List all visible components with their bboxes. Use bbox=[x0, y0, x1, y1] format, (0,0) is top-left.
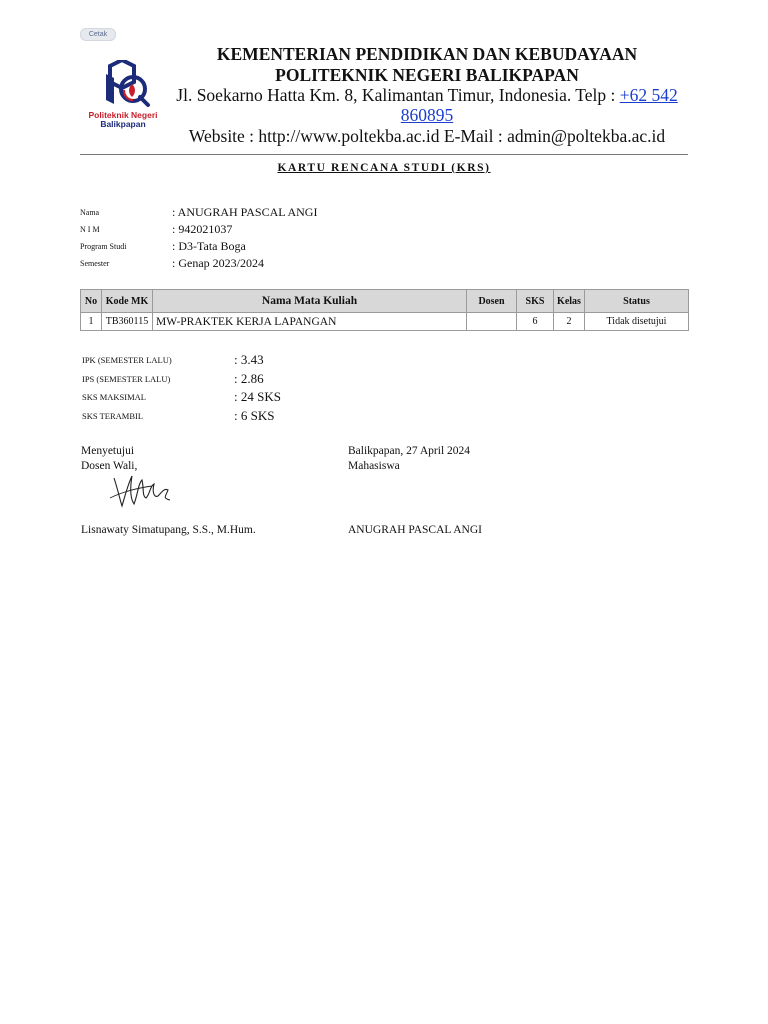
table-header-row bbox=[81, 290, 689, 313]
col-header-course: Nama Mata Kuliah bbox=[153, 290, 467, 313]
summary-label: SKS TERAMBIL bbox=[82, 410, 144, 421]
info-row-semester bbox=[80, 256, 480, 273]
cell-status: Tidak disetujui bbox=[585, 313, 689, 331]
address-text: Jl. Soekarno Hatta Km. 8, Kalimantan Timur, Indonesia. Telp : bbox=[176, 85, 620, 105]
advisor-label: Dosen Wali, bbox=[81, 460, 138, 472]
info-row-nim bbox=[80, 222, 480, 239]
summary-row-ipk bbox=[82, 352, 382, 371]
logo-subtext: Balikpapan bbox=[100, 119, 146, 129]
summary-label: SKS MAKSIMAL bbox=[82, 392, 146, 402]
summary-label: IPK (SEMESTER LALU) bbox=[82, 355, 172, 365]
cell-code: TB360115 bbox=[102, 313, 153, 331]
info-value: : 942021037 bbox=[172, 222, 233, 236]
institution-name: POLITEKNIK NEGERI BALIKPAPAN bbox=[275, 65, 579, 85]
academic-summary bbox=[82, 352, 382, 426]
info-value: : D3-Tata Boga bbox=[172, 239, 246, 253]
cell-no: 1 bbox=[81, 313, 102, 331]
student-name: ANUGRAH PASCAL ANGI bbox=[348, 524, 482, 536]
table-row bbox=[81, 313, 689, 331]
address-line bbox=[166, 85, 688, 106]
summary-label: IPS (SEMESTER LALU) bbox=[82, 373, 171, 384]
summary-value: : 24 SKS bbox=[234, 389, 281, 404]
cell-class: 2 bbox=[554, 313, 585, 331]
info-value: : Genap 2023/2024 bbox=[172, 256, 264, 270]
student-sign-block bbox=[348, 444, 470, 474]
info-label: Semester bbox=[80, 259, 110, 268]
document-title: KARTU RENCANA STUDI (KRS) bbox=[277, 162, 491, 174]
cell-lecturer bbox=[467, 313, 517, 331]
course-table bbox=[80, 289, 689, 331]
phone-line bbox=[166, 105, 688, 126]
student-label: Mahasiswa bbox=[348, 460, 400, 472]
info-label: N I M bbox=[80, 225, 100, 234]
col-header-lecturer: Dosen bbox=[467, 290, 517, 313]
info-label: Nama bbox=[80, 208, 100, 217]
logo-text: Politeknik Negeri bbox=[88, 110, 158, 120]
contact-line: Website : http://www.poltekba.ac.id E-Mail : admin@poltekba.ac.id bbox=[188, 126, 666, 146]
col-header-code: Kode MK bbox=[102, 290, 153, 313]
handwritten-signature bbox=[108, 470, 174, 510]
ministry-name: KEMENTERIAN PENDIDIKAN DAN KEBUDAYAAN bbox=[216, 44, 638, 64]
info-value: : ANUGRAH PASCAL ANGI bbox=[172, 205, 318, 219]
print-button[interactable]: Cetak bbox=[80, 28, 116, 41]
cell-course: MW-PRAKTEK KERJA LAPANGAN bbox=[153, 313, 467, 331]
approval-label: Menyetujui bbox=[81, 445, 135, 457]
letterhead bbox=[80, 44, 688, 152]
summary-value: : 3.43 bbox=[234, 352, 264, 367]
col-header-class: Kelas bbox=[554, 290, 585, 313]
summary-value: : 2.86 bbox=[234, 370, 264, 386]
col-header-sks: SKS bbox=[517, 290, 554, 313]
summary-value: : 6 SKS bbox=[234, 407, 275, 423]
student-info bbox=[80, 205, 480, 273]
phone-link-continued[interactable]: 860895 bbox=[400, 105, 454, 125]
info-label: Program Studi bbox=[80, 242, 127, 251]
place-date: Balikpapan, 27 April 2024 bbox=[348, 445, 471, 457]
info-row-program bbox=[80, 239, 480, 256]
phone-link[interactable]: +62 542 bbox=[619, 85, 678, 105]
col-header-no: No bbox=[81, 290, 102, 313]
summary-row-ips bbox=[82, 371, 382, 390]
info-row-name bbox=[80, 205, 480, 222]
summary-row-taken-sks bbox=[82, 408, 382, 427]
advisor-name: Lisnawaty Simatupang, S.S., M.Hum. bbox=[81, 524, 256, 536]
header-divider bbox=[80, 154, 688, 155]
col-header-status: Status bbox=[585, 290, 689, 313]
cell-sks: 6 bbox=[517, 313, 554, 331]
summary-row-max-sks bbox=[82, 389, 382, 408]
